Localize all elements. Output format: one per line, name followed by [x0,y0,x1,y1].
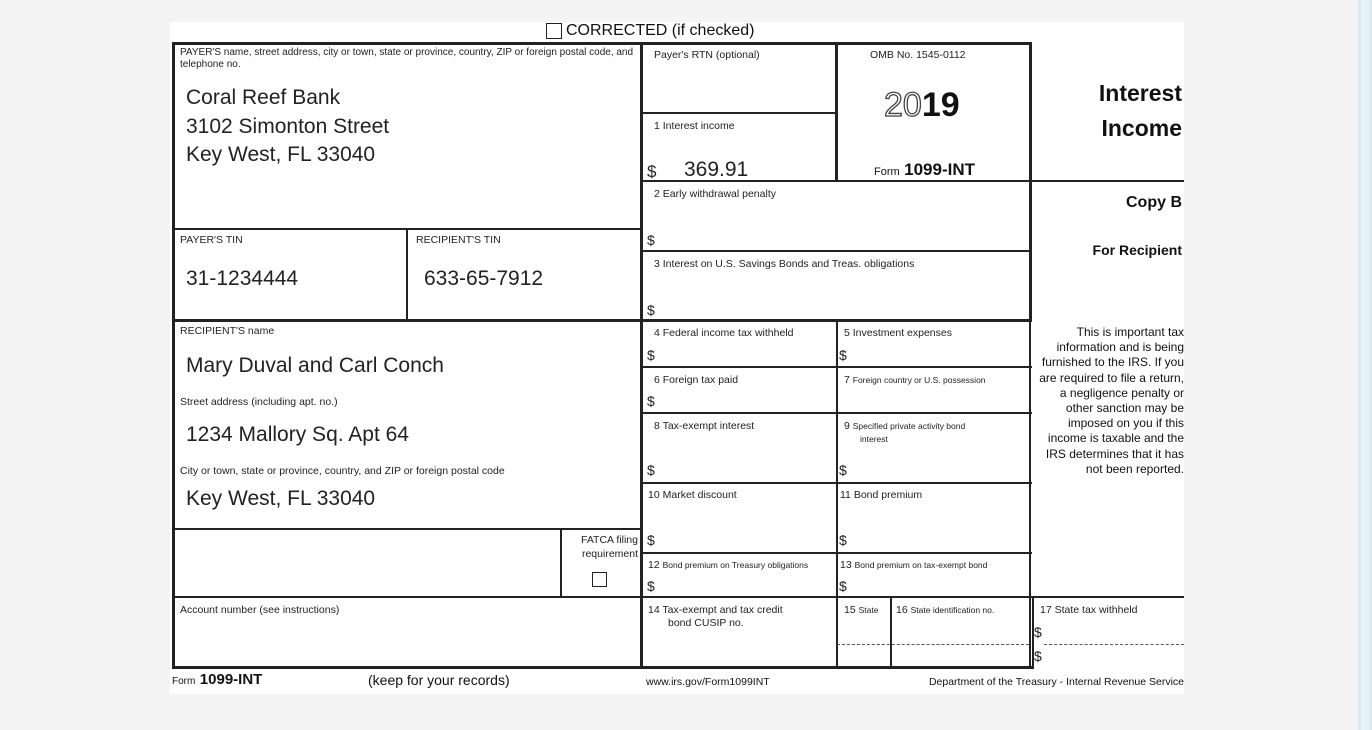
recipient-name: Mary Duval and Carl Conch [186,354,444,377]
footer-form-number: 1099-INT [199,671,263,688]
payer-label: PAYER'S name, street address, city or town, state or province, country, ZIP or foreign postal code, and telephone no. [180,47,634,70]
box3-dollar: $ [647,302,655,318]
form-name: 1099-INT [904,160,975,179]
box16-text: State identification no. [910,605,995,615]
box14-number: 14 [648,604,660,616]
box10-label [648,489,737,501]
footer-form-prefix: Form [172,676,196,687]
rule [1029,320,1031,598]
box5-number: 5 [844,327,850,339]
form-1099-int [170,22,1184,694]
box9-label-line2: interest [860,434,888,444]
box2-label [654,188,776,200]
rule [642,366,1032,368]
fatca-label-line1: FATCA filing [581,534,638,546]
fatca-label-line2: requirement [581,548,638,560]
rule [640,42,643,669]
box1-value: 369.91 [684,158,749,181]
rule [172,319,1032,322]
box13-dollar: $ [839,578,847,594]
box12-text: Bond premium on Treasury obligations [662,560,809,570]
tax-year [884,86,960,125]
rule [642,552,1032,554]
recipient-street-label: Street address (including apt. no.) [180,396,338,408]
box10-dollar: $ [647,532,655,548]
box8-text: Tax-exempt interest [662,420,755,432]
rule [642,112,837,114]
box17-dollar-2: $ [1034,648,1042,664]
rule [172,666,1032,669]
box5-dollar: $ [839,347,847,363]
box15-text: State [858,605,879,615]
box8-label [654,420,754,432]
rule [1029,42,1032,182]
box8-dollar: $ [647,462,655,478]
box12-number: 12 [648,559,660,571]
rule [642,250,1032,252]
box2-number: 2 [654,188,660,200]
rule [1029,180,1032,322]
box14-label-line2: bond CUSIP no. [668,617,744,629]
box11-text: Bond premium [853,489,923,501]
box16-label [896,604,994,616]
dashed-rule [1044,644,1184,645]
dashed-rule [837,644,1029,645]
box5-text: Investment expenses [852,327,952,339]
box9-dollar: $ [839,462,847,478]
form-title-line2: Income [1101,115,1182,141]
rule [642,412,1032,414]
box8-number: 8 [654,420,660,432]
account-number-label: Account number (see instructions) [180,604,340,616]
payer-tin-label: PAYER'S TIN [180,234,243,246]
box3-label [654,258,914,270]
recipient-city-label: City or town, state or province, country, and ZIP or foreign postal code [180,465,505,477]
form-title-line1: Interest [1098,80,1182,106]
box3-number: 3 [654,258,660,270]
scrollbar-thumb[interactable] [1361,0,1369,730]
fatca-checkbox[interactable] [592,572,607,587]
omb-form-name [874,160,975,180]
box10-text: Market discount [662,489,737,501]
rule [172,42,175,669]
recipient-tin-value: 633-65-7912 [424,267,544,290]
footer-department: Department of the Treasury - Internal Revenue Service [928,676,1184,688]
box15-number: 15 [844,604,856,616]
rule [1029,597,1031,669]
recipient-name-label: RECIPIENT'S name [180,325,275,337]
corrected-label: CORRECTED (if checked) [566,22,755,39]
rule [560,528,562,598]
rule [836,320,838,668]
box1-text: Interest income [662,120,735,132]
box13-text: Bond premium on tax-exempt bond [854,560,988,570]
box3-text: Interest on U.S. Savings Bonds and Treas. obligations [662,258,915,270]
footer-url: www.irs.gov/Form1099INT [646,676,770,688]
box6-text: Foreign tax paid [662,374,739,386]
box4-label [654,327,794,339]
box1-number: 1 [654,120,660,132]
payer-name: Coral Reef Bank [186,86,341,109]
recipient-tin-label: RECIPIENT'S TIN [416,234,501,246]
box14-label [648,604,783,616]
form-prefix: Form [874,166,900,178]
payer-city: Key West, FL 33040 [186,143,376,166]
recipient-street: 1234 Mallory Sq. Apt 64 [186,423,409,446]
tax-year-light: 20 [884,86,922,124]
box16-number: 16 [896,604,908,616]
box17-dollar-1: $ [1034,624,1042,640]
box7-number: 7 [844,374,850,386]
box13-number: 13 [840,559,852,571]
box6-label [654,374,738,386]
box7-label [844,374,986,386]
omb-number: OMB No. 1545-0112 [870,49,966,61]
box6-number: 6 [654,374,660,386]
rule [890,597,892,669]
tax-year-bold: 19 [921,86,960,124]
rule [172,528,642,530]
box17-number: 17 [1040,604,1052,616]
box7-text: Foreign country or U.S. possession [852,375,986,385]
box2-dollar: $ [647,232,655,248]
box2-text: Early withdrawal penalty [662,188,776,200]
box11-number: 11 [840,489,851,501]
box9-text: Specified private activity bond [852,421,966,431]
recipient-city: Key West, FL 33040 [186,487,376,510]
box1-dollar: $ [647,162,657,181]
payer-rtn-label: Payer's RTN (optional) [654,49,760,61]
box11-label [840,489,922,501]
box9-label [844,420,965,432]
corrected-checkbox[interactable] [546,23,562,39]
box4-text: Federal income tax withheld [662,327,794,339]
box9-number: 9 [844,420,850,432]
box14-text: Tax-exempt and tax credit [662,604,783,616]
box15-label [844,604,878,616]
footer-form-name [172,671,262,689]
rule [642,482,1032,484]
box17-label [1040,604,1138,616]
scrollbar[interactable] [1358,0,1372,730]
box1-label [654,120,735,132]
payer-tin-value: 31-1234444 [186,267,299,290]
box12-dollar: $ [647,578,655,594]
box4-number: 4 [654,327,660,339]
payer-street: 3102 Simonton Street [186,115,390,138]
box11-dollar: $ [839,532,847,548]
rule [406,228,408,320]
box13-label [840,559,987,571]
footer-keep-note: (keep for your records) [368,672,510,688]
copy-title: Copy B [1126,194,1182,211]
important-notice: This is important tax information and is being furnished to the IRS. If you are required to file a return, a negligence penalty or other sanction may be imposed on you if this income is taxable and the IRS determines that it has not been reported. [1039,325,1184,476]
box10-number: 10 [648,489,660,501]
box17-text: State tax withheld [1054,604,1138,616]
box4-dollar: $ [647,347,655,363]
box5-label [844,327,952,339]
box6-dollar: $ [647,393,655,409]
rule [172,42,1032,45]
box12-label [648,559,808,571]
copy-subtitle: For Recipient [1092,242,1182,258]
